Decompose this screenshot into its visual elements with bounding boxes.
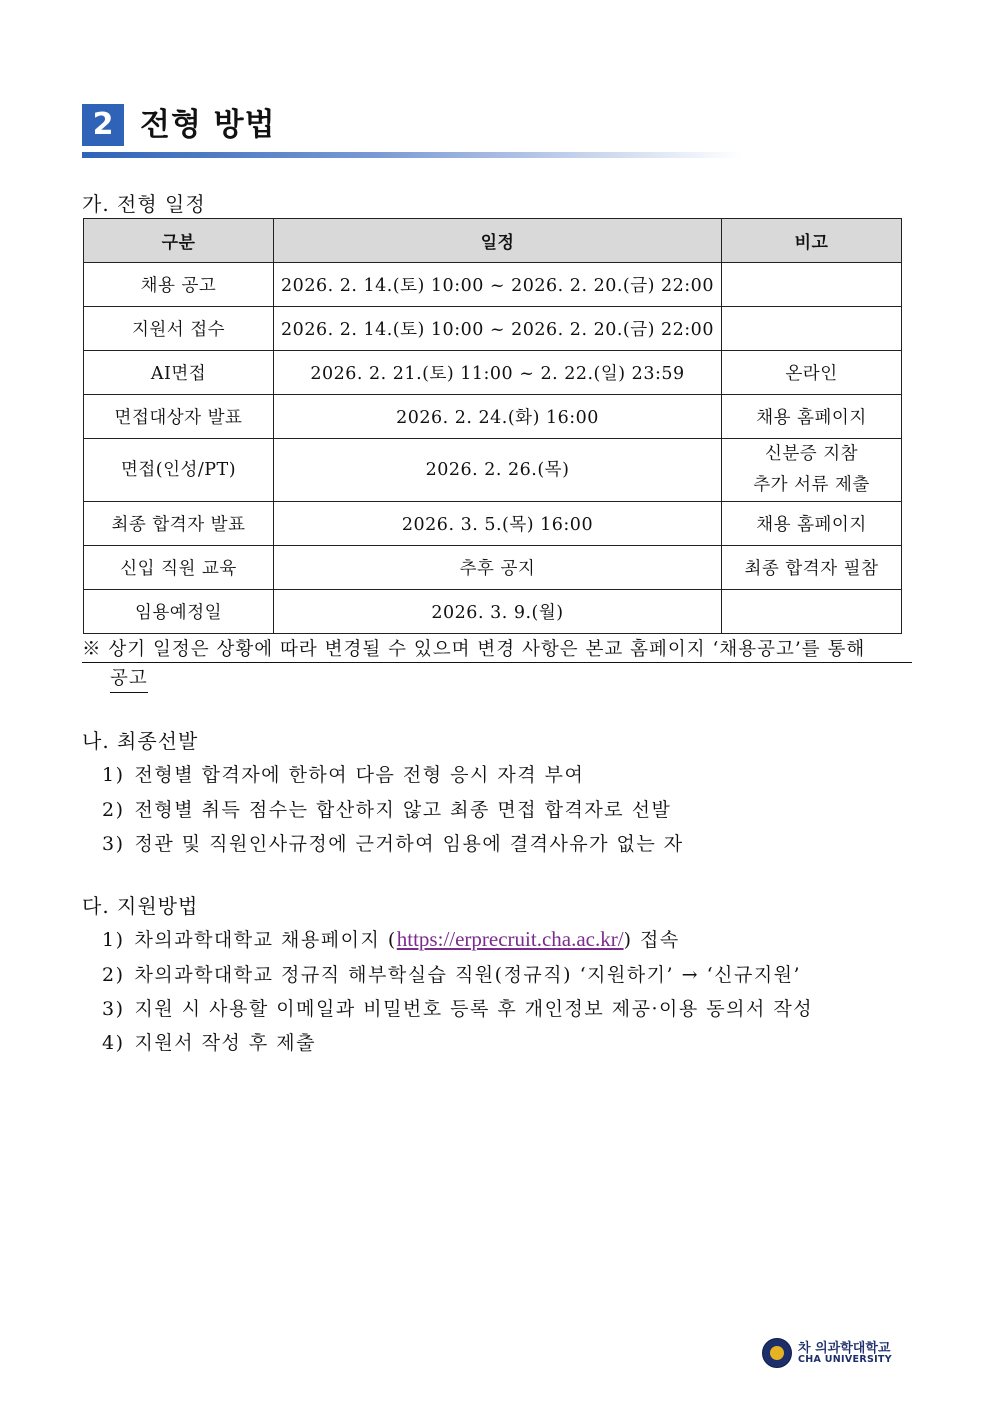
schedule-note-line1: ※ 상기 일정은 상황에 따라 변경될 수 있으며 변경 사항은 본교 홈페이지 ‘채용공고’를 통해	[82, 634, 912, 663]
table-row	[84, 439, 902, 502]
row-note: 채용 홈페이지	[722, 502, 902, 546]
recruit-page-link[interactable]: https://erprecruit.cha.ac.kr/	[396, 927, 624, 951]
list-item	[102, 994, 813, 1021]
section-header	[82, 104, 742, 162]
row-date: 2026. 2. 14.(토) 10:00 ~ 2026. 2. 20.(금) 22:00	[274, 263, 722, 307]
row-label: 신입 직원 교육	[84, 546, 274, 590]
table-row	[84, 307, 902, 351]
item-number: 2)	[102, 964, 125, 986]
header-schedule: 일정	[274, 219, 722, 263]
item-text: 차의과학대학교 정규직 해부학실습 직원(정규직) ‘지원하기’ → ‘신규지원’	[134, 964, 802, 986]
list-item	[102, 829, 684, 856]
row-label: 면접(인성/PT)	[84, 439, 274, 502]
university-logo	[762, 1338, 922, 1368]
row-date: 2026. 2. 21.(토) 11:00 ~ 2. 22.(일) 23:59	[274, 351, 722, 395]
item-text: 정관 및 직원인사규정에 근거하여 임용에 결격사유가 없는 자	[134, 833, 684, 855]
item-text: ) 접속	[623, 929, 680, 951]
row-note	[722, 307, 902, 351]
table-row	[84, 546, 902, 590]
schedule-table	[83, 218, 902, 634]
item-text: 지원 시 사용할 이메일과 비밀번호 등록 후 개인정보 제공·이용 동의서 작성	[134, 998, 814, 1020]
header-category: 구분	[84, 219, 274, 263]
row-date: 2026. 3. 5.(목) 16:00	[274, 502, 722, 546]
row-date: 2026. 2. 14.(토) 10:00 ~ 2026. 2. 20.(금) 22:00	[274, 307, 722, 351]
table-row	[84, 351, 902, 395]
row-note: 온라인	[722, 351, 902, 395]
list-item	[102, 1028, 316, 1055]
logo-english-name: CHA UNIVERSITY	[798, 1354, 892, 1365]
item-text: 전형별 합격자에 한하여 다음 전형 응시 자격 부여	[134, 764, 585, 786]
list-item	[102, 960, 801, 987]
item-number: 3)	[102, 833, 125, 855]
row-label: 최종 합격자 발표	[84, 502, 274, 546]
table-row	[84, 502, 902, 546]
row-note: 최종 합격자 필참	[722, 546, 902, 590]
row-label: 채용 공고	[84, 263, 274, 307]
row-label: AI면접	[84, 351, 274, 395]
university-seal-icon	[762, 1338, 792, 1368]
schedule-note-line2: 공고	[110, 666, 148, 693]
row-label: 임용예정일	[84, 590, 274, 634]
schedule-heading: 가. 전형 일정	[82, 192, 206, 216]
table-header-row	[84, 219, 902, 263]
row-date: 2026. 2. 24.(화) 16:00	[274, 395, 722, 439]
list-item	[102, 795, 671, 822]
table-row	[84, 395, 902, 439]
item-number: 3)	[102, 998, 125, 1020]
section-underline-bar	[82, 152, 742, 158]
row-note	[722, 439, 902, 502]
schedule-note	[82, 634, 912, 694]
row-note-line2: 추가 서류 제출	[753, 475, 870, 495]
item-text: 차의과학대학교 채용페이지 (	[134, 929, 397, 951]
apply-method-heading: 다. 지원방법	[82, 894, 199, 918]
row-date: 2026. 2. 26.(목)	[274, 439, 722, 502]
row-note: 채용 홈페이지	[722, 395, 902, 439]
table-row	[84, 263, 902, 307]
item-number: 4)	[102, 1032, 125, 1054]
section-number: 2	[82, 104, 124, 146]
item-number: 1)	[102, 929, 125, 951]
row-label: 지원서 접수	[84, 307, 274, 351]
row-note	[722, 590, 902, 634]
item-number: 2)	[102, 799, 125, 821]
row-date: 추후 공지	[274, 546, 722, 590]
item-text: 전형별 취득 점수는 합산하지 않고 최종 면접 합격자로 선발	[134, 799, 672, 821]
logo-korean-name: 차 의과학대학교	[798, 1341, 891, 1356]
row-label: 면접대상자 발표	[84, 395, 274, 439]
item-text: 지원서 작성 후 제출	[134, 1032, 316, 1054]
section-title: 전형 방법	[140, 107, 276, 143]
row-date: 2026. 3. 9.(월)	[274, 590, 722, 634]
list-item	[102, 925, 680, 952]
final-selection-heading: 나. 최종선발	[82, 729, 199, 753]
row-note-line1: 신분증 지참	[764, 444, 859, 464]
item-number: 1)	[102, 764, 125, 786]
header-remarks: 비고	[722, 219, 902, 263]
row-note	[722, 263, 902, 307]
table-row	[84, 590, 902, 634]
list-item	[102, 760, 584, 787]
